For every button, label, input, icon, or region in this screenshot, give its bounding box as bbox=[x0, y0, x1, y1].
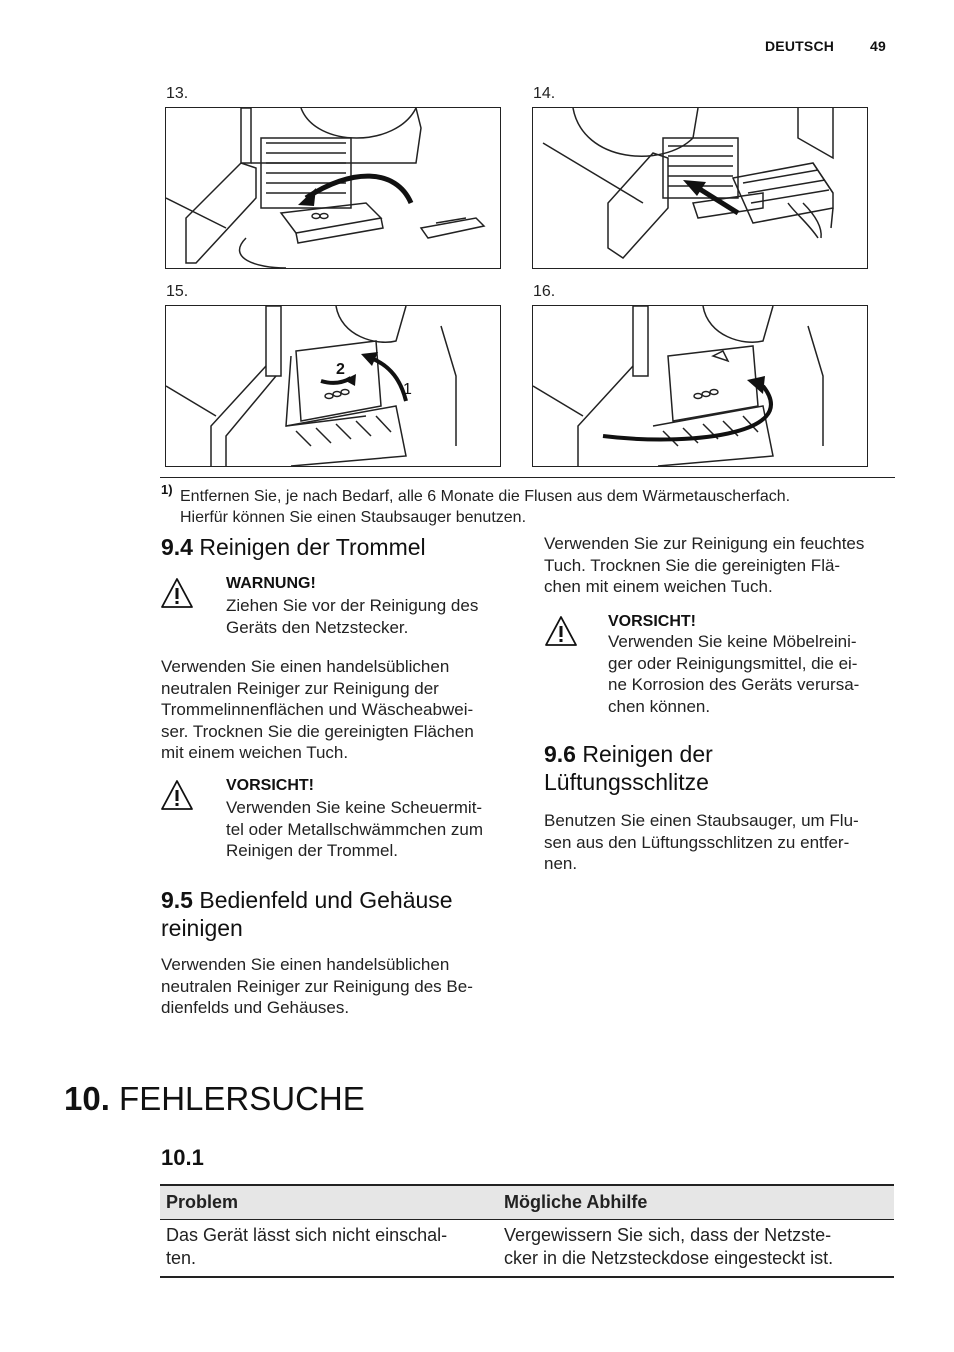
section-9-5-heading: 9.5 Bedienfeld und Gehäuse reinigen bbox=[161, 887, 453, 941]
caution-text: Verwenden Sie keine Möbelreini- ger oder Reinigungsmittel, die ei- ne Korrosion des Geräts verursa- chen können. bbox=[608, 632, 860, 716]
section-9-4-body: Verwenden Sie einen handelsüblichen neutralen Reiniger zur Reinigung der Trommelinnenflächen und Wäscheabwei- ser. Trocknen Sie die gereinigten Flächen mit einem weichen Tuch. bbox=[161, 657, 474, 762]
figure-16-illustration bbox=[532, 305, 868, 467]
table-header-row bbox=[160, 1185, 894, 1220]
figure-13-label: 13. bbox=[166, 85, 189, 102]
section-9-6-body: Benutzen Sie einen Staubsauger, um Flu- sen aus den Lüftungsschlitzen zu entfer- nen. bbox=[544, 811, 859, 873]
caution-icon bbox=[544, 615, 578, 647]
subsection-10-1: 10.1 bbox=[161, 1145, 204, 1170]
filter-removal-drawing bbox=[166, 108, 500, 268]
warning-text: Ziehen Sie vor der Reinigung des Geräts den Netzstecker. bbox=[226, 596, 479, 637]
cover-close-drawing bbox=[533, 306, 867, 466]
figure-14-label: 14. bbox=[533, 85, 556, 102]
section-9-5-body: Verwenden Sie einen handelsüblichen neutralen Reiniger zur Reinigung des Be- dienfelds und Gehäuses. bbox=[161, 955, 473, 1017]
header-section: DEUTSCH bbox=[765, 38, 835, 54]
remedy-cell: Vergewissern Sie sich, dass der Netzste- cker in die Netzsteckdose eingesteckt ist. bbox=[498, 1220, 894, 1278]
table-row bbox=[160, 1220, 894, 1278]
page-number: 49 bbox=[870, 38, 886, 54]
figure-16-label: 16. bbox=[533, 283, 556, 300]
figure-15-callout-1: 1 bbox=[403, 381, 412, 398]
chapter-10-title: 10. FEHLERSUCHE bbox=[64, 1080, 365, 1117]
figure-15-label: 15. bbox=[166, 283, 189, 300]
section-9-4-heading: 9.4 Reinigen der Trommel bbox=[161, 534, 426, 560]
column-header-remedy: Mögliche Abhilfe bbox=[498, 1185, 894, 1220]
caution-text: Verwenden Sie keine Scheuermit- tel oder Metallschwämmchen zum Reinigen der Trommel. bbox=[226, 798, 483, 860]
caution-title: VORSICHT! bbox=[608, 613, 696, 630]
caution-icon bbox=[160, 779, 194, 811]
caution-title: VORSICHT! bbox=[226, 777, 314, 794]
problem-cell: Das Gerät lässt sich nicht einschal- ten. bbox=[160, 1220, 498, 1278]
footnote-divider bbox=[160, 477, 895, 478]
figure-15-illustration bbox=[165, 305, 501, 467]
cover-unlock-drawing bbox=[166, 306, 500, 466]
filter-insert-drawing bbox=[533, 108, 867, 268]
column-header-problem: Problem bbox=[160, 1185, 498, 1220]
figure-14-illustration bbox=[532, 107, 868, 269]
footnote-text: Entfernen Sie, je nach Bedarf, alle 6 Monate die Flusen aus dem Wärmetauscherfach. Hierfür können Sie einen Staubsauger benutzen. bbox=[180, 488, 791, 526]
section-9-6-heading: 9.6 Reinigen der Lüftungsschlitze bbox=[544, 741, 713, 795]
figure-15-callout-2: 2 bbox=[336, 361, 345, 378]
warning-icon bbox=[160, 577, 194, 609]
right-column-intro: Verwenden Sie zur Reinigung ein feuchtes Tuch. Trocknen Sie die gereinigten Flä- chen mit einem weichen Tuch. bbox=[544, 534, 865, 596]
troubleshooting-table bbox=[160, 1184, 894, 1278]
footnote-marker: 1) bbox=[161, 482, 173, 497]
figure-13-illustration bbox=[165, 107, 501, 269]
warning-title: WARNUNG! bbox=[226, 575, 316, 592]
